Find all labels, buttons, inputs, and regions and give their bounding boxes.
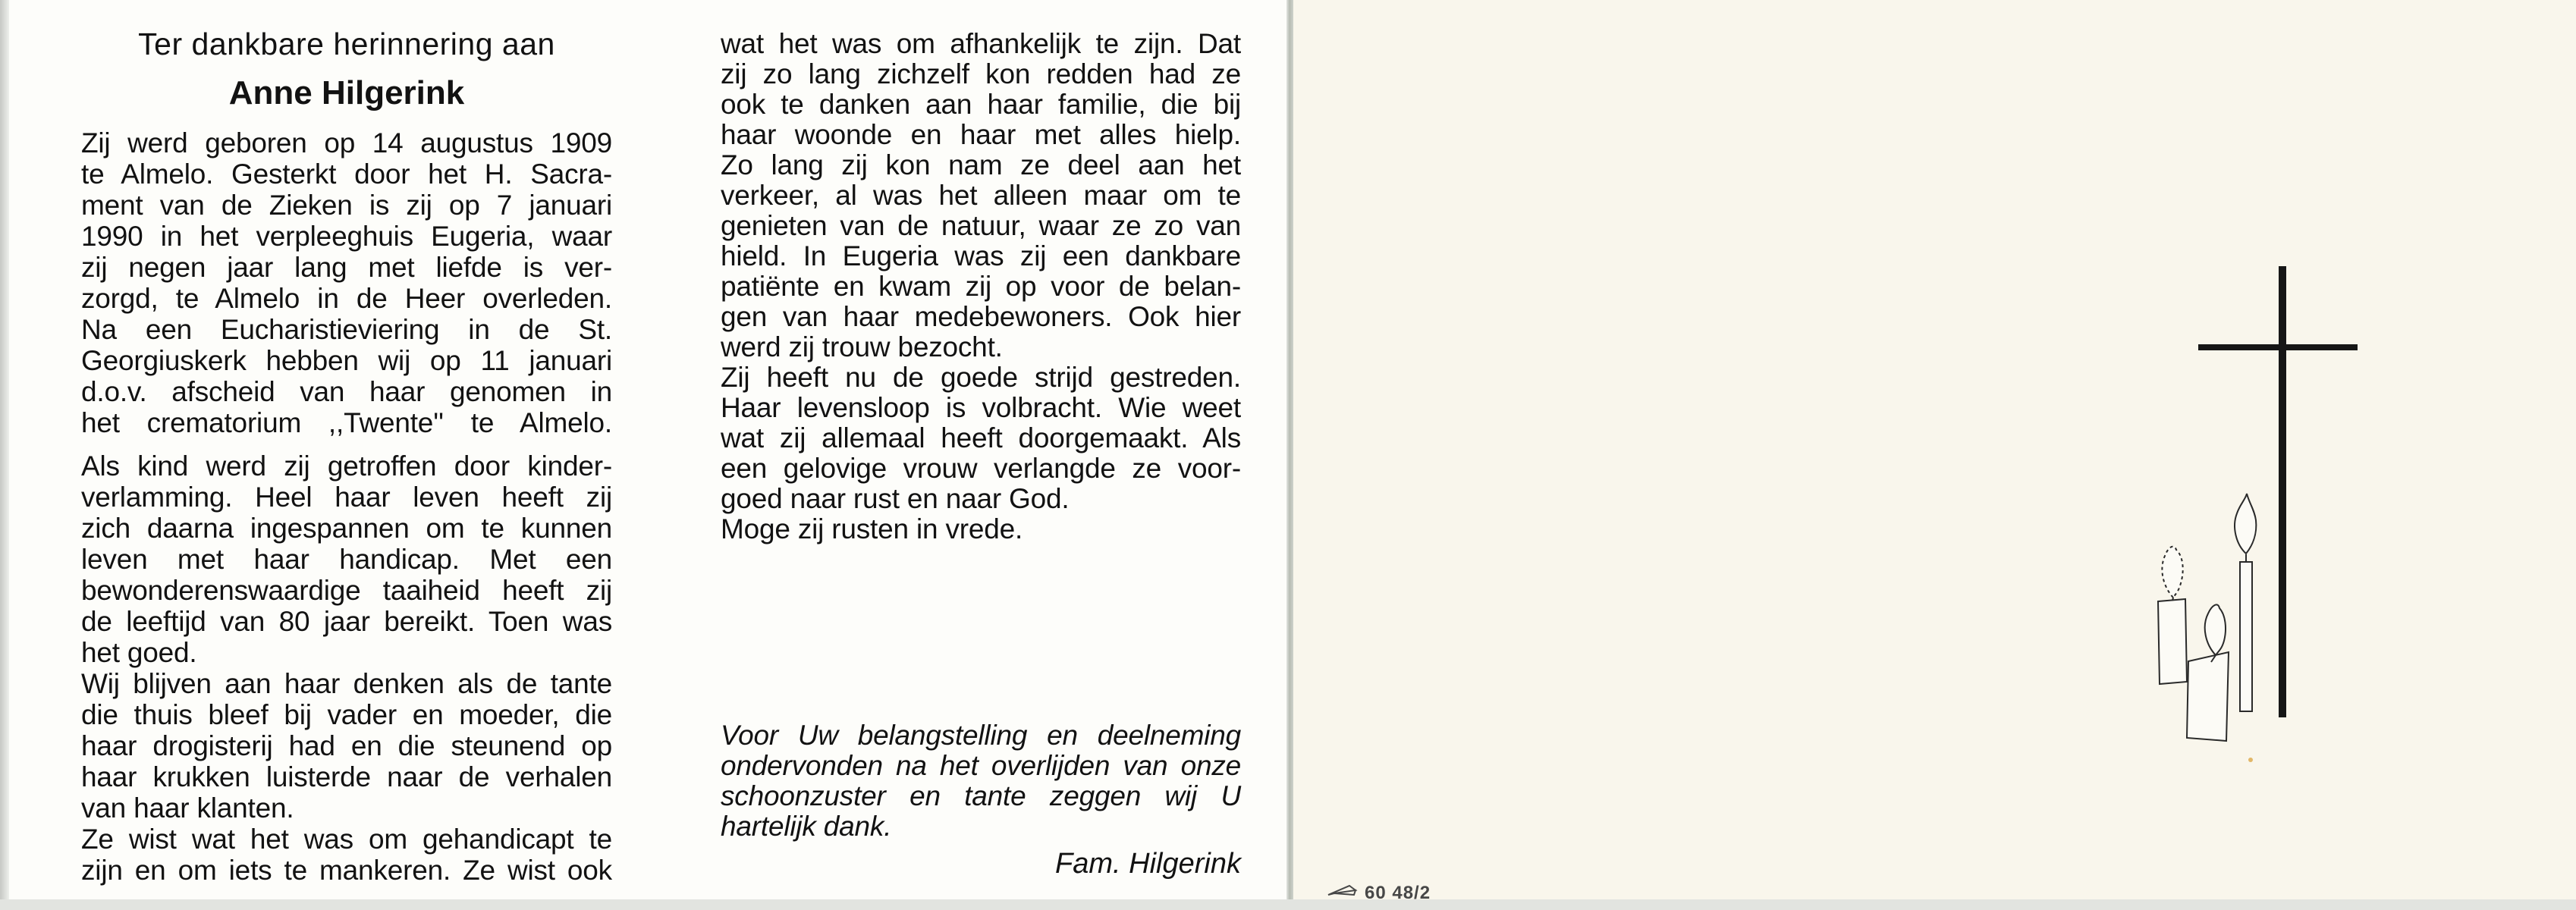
text-line: ook te danken aan haar familie, die bij (721, 89, 1241, 120)
scan-edge-shadow (0, 0, 9, 910)
text-line: leven met haar handicap. Met een (81, 544, 612, 575)
text-line: ment van de Zieken is zij op 7 januari (81, 190, 612, 221)
text-line: Haar levensloop is volbracht. Wie weet (721, 392, 1241, 423)
text-line: hartelijk dank. (721, 811, 892, 842)
text-line: wat het was om afhankelijk te zijn. Dat (721, 28, 1241, 59)
text-line: d.o.v. afscheid van haar genomen in (81, 376, 612, 407)
middle-candle-icon (2187, 604, 2229, 741)
obituary-paragraph-3 (721, 0, 1241, 544)
text-line: Zij werd geboren op 14 augustus 1909 (81, 127, 612, 158)
text-line: de leeftijd van 80 jaar bereikt. Toen was (81, 606, 612, 637)
text-line: zijn en om iets te mankeren. Ze wist ook (81, 855, 612, 886)
scan-edge-bottom (0, 899, 2576, 910)
text-line: genieten van de natuur, waar ze zo van (721, 210, 1241, 241)
left-candle-icon (2158, 547, 2187, 684)
text-line: zich daarna ingespannen om te kunnen (81, 513, 612, 544)
text-line: goed naar rust en naar God. (721, 483, 1070, 514)
family-signature: Fam. Hilgerink (1055, 848, 1241, 880)
text-line: gen van haar medebewoners. Ook hier (721, 301, 1241, 332)
text-line: Georgiuskerk hebben wij op 11 januari (81, 345, 612, 376)
text-line: werd zij trouw bezocht. (721, 331, 1003, 362)
deceased-name: Anne Hilgerink (228, 74, 465, 111)
page-fold-line (1286, 0, 1293, 899)
cross-icon (2198, 266, 2358, 717)
text-line: Moge zij rusten in vrede. (721, 513, 1023, 544)
memorial-heading: Ter dankbare herinnering aan (138, 27, 555, 61)
text-line: patiënte en kwam zij op voor de belan- (721, 271, 1241, 302)
obituary-paragraph-2 (81, 450, 612, 886)
text-line: verkeer, al was het alleen maar om te (721, 180, 1241, 211)
text-line: hield. In Eugeria was zij een dankbare (721, 240, 1241, 271)
obituary-paragraph-1 (81, 127, 612, 438)
text-line: haar drogisterij had en die steunend op (81, 730, 612, 761)
right-page (1293, 0, 2576, 899)
text-line: van haar klanten. (81, 792, 294, 824)
text-line: 1990 in het verpleeghuis Eugeria, waar (81, 221, 612, 252)
text-column-2 (721, 0, 1241, 880)
taper-candle-icon (2235, 494, 2256, 711)
thanks-paragraph (721, 720, 1241, 842)
text-line: haar woonde en haar met alles hielp. (721, 119, 1241, 150)
flame-icon (2235, 494, 2256, 554)
text-line: schoonzuster en tante zeggen wij U (721, 780, 1241, 811)
text-line: een gelovige vrouw verlangde ze voor- (721, 453, 1241, 484)
archive-annotation (1327, 883, 1431, 899)
text-line: Als kind werd zij getroffen door kinder- (81, 450, 612, 482)
left-page (9, 0, 1286, 899)
text-line: ondervonden na het overlijden van onze (721, 750, 1241, 781)
text-line: zij zo lang zichzelf kon redden had ze (721, 58, 1241, 89)
text-line: zij negen jaar lang met liefde is ver- (81, 252, 612, 283)
archive-number: 60 48/2 (1365, 883, 1431, 899)
text-line: het crematorium ,,Twente'' te Almelo. (81, 407, 612, 438)
text-line: Ze wist wat het was om gehandicapt te (81, 824, 612, 855)
text-line: die thuis bleef bij vader en moeder, die (81, 699, 612, 730)
text-line: verlamming. Heel haar leven heeft zij (81, 482, 612, 513)
text-line: wat zij allemaal heeft doorgemaakt. Als (721, 422, 1241, 453)
pencil-scribble-icon (1327, 883, 1359, 899)
text-column-1 (81, 0, 612, 886)
text-line: Na een Eucharistieviering in de St. (81, 314, 612, 345)
text-line: Zo lang zij kon nam ze deel aan het (721, 149, 1241, 180)
paper-speck (2248, 758, 2253, 762)
text-line: te Almelo. Gesterkt door het H. Sacra- (81, 158, 612, 190)
flame-icon (2205, 604, 2226, 655)
text-line: zorgd, te Almelo in de Heer overleden. (81, 283, 612, 314)
text-line: Wij blijven aan haar denken als de tante (81, 668, 612, 699)
flame-icon (2162, 547, 2182, 598)
cross-and-candles-illustration (2120, 250, 2378, 766)
text-line: bewonderenswaardige taaiheid heeft zij (81, 575, 612, 606)
text-line: Voor Uw belangstelling en deelneming (721, 720, 1241, 751)
text-line: haar krukken luisterde naar de verhalen (81, 761, 612, 792)
text-line: het goed. (81, 637, 197, 668)
text-line: Zij heeft nu de goede strijd gestreden. (721, 362, 1241, 393)
